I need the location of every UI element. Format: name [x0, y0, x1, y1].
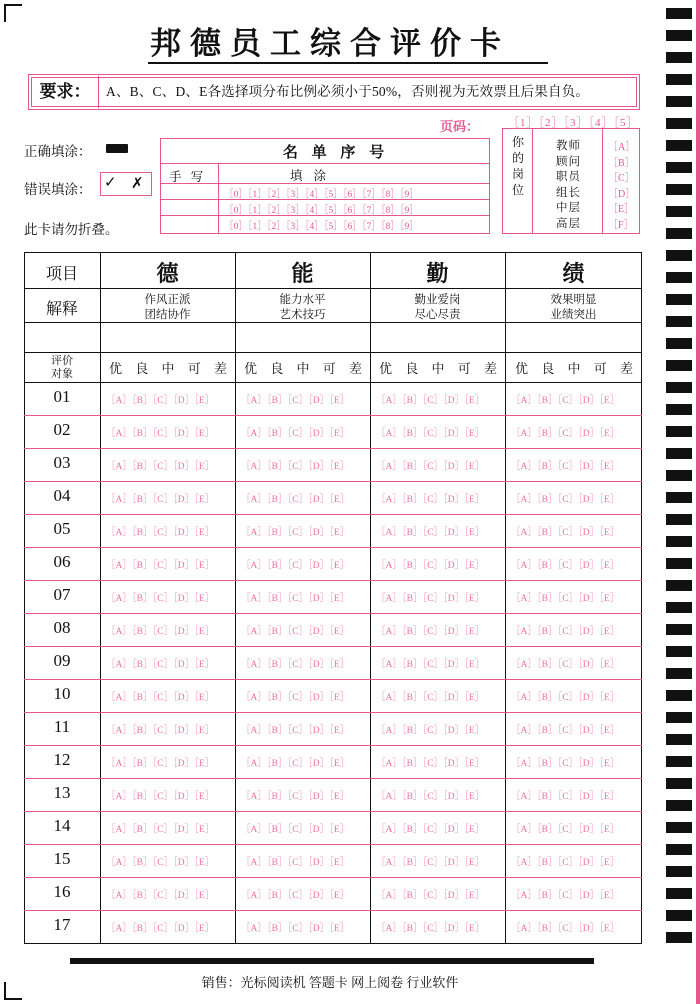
table-row-bubbles[interactable]: ［A］［B］［C］［D］［E］ — [376, 527, 485, 538]
table-row-bubbles[interactable]: ［A］［B］［C］［D］［E］ — [376, 890, 485, 901]
row-number: 17 — [53, 914, 71, 934]
timing-mark — [666, 162, 692, 173]
row-number: 08 — [53, 617, 71, 637]
timing-mark — [666, 778, 692, 789]
table-row-bubbles[interactable]: ［A］［B］［C］［D］［E］ — [106, 593, 215, 604]
table-row-bubbles[interactable]: ［A］［B］［C］［D］［E］ — [376, 395, 485, 406]
table-row-bubbles[interactable]: ［A］［B］［C］［D］［E］ — [106, 890, 215, 901]
table-row-bubbles[interactable]: ［A］［B］［C］［D］［E］ — [106, 692, 215, 703]
table-row-bubbles[interactable]: ［A］［B］［C］［D］［E］ — [241, 461, 350, 472]
table-row-bubbles[interactable]: ［A］［B］［C］［D］［E］ — [376, 428, 485, 439]
row-number: 15 — [53, 848, 71, 868]
handwrite-label: 手 写 — [169, 170, 207, 184]
timing-mark — [666, 712, 692, 723]
category-explain: 能力水平 艺术技巧 — [279, 294, 326, 321]
grid-label-explain: 解释 — [45, 301, 78, 318]
timing-mark — [666, 140, 692, 151]
timing-mark — [666, 470, 692, 481]
timing-mark — [666, 426, 692, 437]
timing-mark — [666, 690, 692, 701]
table-row-bubbles[interactable]: ［A］［B］［C］［D］［E］ — [241, 824, 350, 835]
instruction-no-fold-label: 此卡请勿折叠。 — [24, 222, 119, 237]
position-item-code[interactable]: ［C］ — [608, 173, 635, 184]
timing-mark — [666, 602, 692, 613]
table-row-bubbles[interactable]: ［A］［B］［C］［D］［E］ — [106, 428, 215, 439]
position-item-code[interactable]: ［E］ — [608, 204, 635, 215]
row-number: 13 — [53, 782, 71, 802]
table-row-bubbles[interactable]: ［A］［B］［C］［D］［E］ — [376, 494, 485, 505]
timing-mark — [666, 932, 692, 943]
table-row-bubbles[interactable]: ［A］［B］［C］［D］［E］ — [376, 923, 485, 934]
category-name: 能 — [291, 261, 314, 286]
row-number: 05 — [53, 518, 71, 538]
table-row-bubbles[interactable]: ［A］［B］［C］［D］［E］ — [511, 725, 620, 736]
page-edge-stripe — [696, 0, 700, 1004]
table-row-bubbles[interactable]: ［A］［B］［C］［D］［E］ — [241, 428, 350, 439]
category-name: 勤 — [426, 261, 449, 286]
table-row-bubbles[interactable]: ［A］［B］［C］［D］［E］ — [241, 560, 350, 571]
table-row-bubbles[interactable]: ［A］［B］［C］［D］［E］ — [376, 824, 485, 835]
table-row-bubbles[interactable]: ［A］［B］［C］［D］［E］ — [511, 626, 620, 637]
timing-mark — [666, 316, 692, 327]
table-row-bubbles[interactable]: ［A］［B］［C］［D］［E］ — [241, 791, 350, 802]
timing-mark — [666, 668, 692, 679]
position-item-name: 中层 — [556, 202, 581, 214]
table-row-bubbles[interactable]: ［A］［B］［C］［D］［E］ — [376, 593, 485, 604]
row-number: 12 — [53, 749, 71, 769]
timing-mark — [666, 866, 692, 877]
timing-mark — [666, 888, 692, 899]
table-row-bubbles[interactable]: ［A］［B］［C］［D］［E］ — [241, 692, 350, 703]
footer-bar — [70, 958, 594, 964]
row-number: 09 — [53, 650, 71, 670]
position-item-code[interactable]: ［D］ — [608, 188, 636, 200]
table-row-bubbles[interactable]: ［A］［B］［C］［D］［E］ — [376, 461, 485, 472]
table-row-bubbles[interactable]: ［A］［B］［C］［D］［E］ — [241, 593, 350, 604]
table-row-bubbles[interactable]: ［A］［B］［C］［D］［E］ — [511, 395, 620, 406]
timing-mark — [666, 910, 692, 921]
fill-label: 填 涂 — [290, 169, 331, 183]
table-row-bubbles[interactable]: ［A］［B］［C］［D］［E］ — [241, 725, 350, 736]
grid-label-target: 评价 对象 — [51, 355, 73, 380]
requirement-divider — [98, 76, 99, 108]
timing-mark — [666, 118, 692, 129]
timing-mark — [666, 624, 692, 635]
serial-bubble-row[interactable]: ［0］［1］［2］［3］［4］［5］［6］［7］［8］［9］ — [224, 222, 419, 232]
timing-mark — [666, 536, 692, 547]
requirement-label: 要求： — [39, 82, 91, 101]
timing-mark — [666, 30, 692, 41]
table-row-bubbles[interactable]: ［A］［B］［C］［D］［E］ — [106, 659, 215, 670]
position-item-name: 顾问 — [556, 155, 581, 168]
timing-mark — [666, 360, 692, 371]
table-row-bubbles[interactable]: ［A］［B］［C］［D］［E］ — [376, 758, 485, 769]
name-serial-title: 名 单 序 号 — [282, 145, 390, 161]
table-row-bubbles[interactable]: ［A］［B］［C］［D］［E］ — [106, 461, 215, 472]
timing-mark — [666, 756, 692, 767]
serial-bubble-row[interactable]: ［0］［1］［2］［3］［4］［5］［6］［7］［8］［9］ — [224, 190, 419, 200]
timing-mark — [666, 822, 692, 833]
table-row-bubbles[interactable]: ［A］［B］［C］［D］［E］ — [511, 857, 620, 868]
timing-mark — [666, 52, 692, 63]
row-number: 11 — [53, 716, 71, 736]
row-number: 10 — [53, 683, 71, 703]
table-row-bubbles[interactable]: ［A］［B］［C］［D］［E］ — [241, 857, 350, 868]
table-row-bubbles[interactable]: ［A］［B］［C］［D］［E］ — [241, 395, 350, 406]
timing-mark — [666, 580, 692, 591]
checkmark-icon: ✓ — [104, 175, 117, 191]
timing-mark — [666, 184, 692, 195]
position-item-name: 职员 — [556, 171, 581, 183]
table-row-bubbles[interactable]: ［A］［B］［C］［D］［E］ — [241, 626, 350, 637]
row-number: 01 — [53, 386, 71, 406]
timing-mark — [666, 228, 692, 239]
timing-mark — [666, 74, 692, 85]
table-row-bubbles[interactable]: ［A］［B］［C］［D］［E］ — [241, 923, 350, 934]
table-row-bubbles[interactable]: ［A］［B］［C］［D］［E］ — [511, 428, 620, 439]
grid-label-item: 项目 — [45, 266, 78, 283]
table-row-bubbles[interactable]: ［A］［B］［C］［D］［E］ — [241, 758, 350, 769]
table-row-bubbles[interactable]: ［A］［B］［C］［D］［E］ — [106, 395, 215, 406]
table-row-bubbles[interactable]: ［A］［B］［C］［D］［E］ — [511, 791, 620, 802]
row-number: 04 — [53, 485, 71, 505]
timing-mark — [666, 448, 692, 459]
table-row-bubbles[interactable]: ［A］［B］［C］［D］［E］ — [106, 824, 215, 835]
title-underline — [148, 62, 548, 64]
instruction-wrong-fill-label: 错误填涂： — [24, 182, 92, 197]
serial-bubble-row[interactable]: ［0］［1］［2］［3］［4］［5］［6］［7］［8］［9］ — [224, 206, 419, 216]
table-row-bubbles[interactable]: ［A］［B］［C］［D］［E］ — [106, 494, 215, 505]
position-label: 你 的 岗 位 — [511, 135, 524, 197]
page-number-bubbles[interactable]: ［1］［2］［3］［4］［5］ — [508, 117, 639, 129]
timing-mark — [666, 338, 692, 349]
row-number: 02 — [53, 419, 71, 439]
position-item-code[interactable]: ［B］ — [608, 157, 635, 169]
table-row-bubbles[interactable]: ［A］［B］［C］［D］［E］ — [511, 824, 620, 835]
timing-mark — [666, 558, 692, 569]
cross-icon: ✗ — [131, 176, 144, 192]
timing-mark — [666, 272, 692, 283]
table-row-bubbles[interactable]: ［A］［B］［C］［D］［E］ — [511, 692, 620, 703]
timing-mark — [666, 206, 692, 217]
position-item-code[interactable]: ［A］ — [608, 142, 636, 153]
table-row-bubbles[interactable]: ［A］［B］［C］［D］［E］ — [511, 659, 620, 670]
table-row-bubbles[interactable]: ［A］［B］［C］［D］［E］ — [106, 725, 215, 736]
footer-text: 销售：光标阅读机 答题卡 网上阅卷 行业软件 — [201, 975, 459, 990]
table-row-bubbles[interactable]: ［A］［B］［C］［D］［E］ — [511, 890, 620, 901]
table-row-bubbles[interactable]: ［A］［B］［C］［D］［E］ — [106, 791, 215, 802]
timing-mark — [666, 294, 692, 305]
rating-scale: 优 良 中 可 差 — [108, 361, 232, 376]
position-item-code[interactable]: ［F］ — [608, 219, 634, 231]
row-number: 07 — [53, 584, 71, 604]
table-row-bubbles[interactable]: ［A］［B］［C］［D］［E］ — [376, 857, 485, 868]
category-name: 德 — [156, 261, 179, 286]
table-row-bubbles[interactable]: ［A］［B］［C］［D］［E］ — [241, 494, 350, 505]
table-row-bubbles[interactable]: ［A］［B］［C］［D］［E］ — [106, 857, 215, 868]
table-row-bubbles[interactable]: ［A］［B］［C］［D］［E］ — [511, 527, 620, 538]
requirement-text: A、B、C、D、E各选择项分布比例必须小于50%，否则视为无效票且后果自负。 — [106, 84, 590, 99]
position-item-name: 高层 — [556, 217, 581, 230]
category-explain: 效果明显 业绩突出 — [550, 294, 597, 321]
table-row-bubbles[interactable]: ［A］［B］［C］［D］［E］ — [511, 461, 620, 472]
instruction-correct-fill-label: 正确填涂： — [24, 144, 92, 159]
page-title: 邦德员工综合评价卡 — [150, 26, 510, 61]
table-row-bubbles[interactable]: ［A］［B］［C］［D］［E］ — [511, 758, 620, 769]
rating-scale: 优 良 中 可 差 — [378, 361, 502, 376]
timing-mark — [666, 382, 692, 393]
table-row-bubbles[interactable]: ［A］［B］［C］［D］［E］ — [376, 791, 485, 802]
row-number: 14 — [53, 815, 71, 835]
table-row-bubbles[interactable]: ［A］［B］［C］［D］［E］ — [106, 527, 215, 538]
category-name: 绩 — [562, 261, 585, 286]
timing-mark — [666, 844, 692, 855]
table-row-bubbles[interactable]: ［A］［B］［C］［D］［E］ — [511, 560, 620, 571]
table-row-bubbles[interactable]: ［A］［B］［C］［D］［E］ — [376, 659, 485, 670]
timing-mark — [666, 492, 692, 503]
table-row-bubbles[interactable]: ［A］［B］［C］［D］［E］ — [106, 626, 215, 637]
category-explain: 作风正派 团结协作 — [144, 294, 191, 321]
table-row-bubbles[interactable]: ［A］［B］［C］［D］［E］ — [376, 626, 485, 637]
timing-mark — [666, 646, 692, 657]
timing-mark — [666, 250, 692, 261]
table-row-bubbles[interactable]: ［A］［B］［C］［D］［E］ — [106, 560, 215, 571]
rating-scale: 优 良 中 可 差 — [243, 361, 367, 376]
table-row-bubbles[interactable]: ［A］［B］［C］［D］［E］ — [511, 923, 620, 934]
table-row-bubbles[interactable]: ［A］［B］［C］［D］［E］ — [106, 923, 215, 934]
table-row-bubbles[interactable]: ［A］［B］［C］［D］［E］ — [376, 725, 485, 736]
timing-mark — [666, 96, 692, 107]
wrong-fill-examples-box — [100, 172, 152, 196]
table-row-bubbles[interactable]: ［A］［B］［C］［D］［E］ — [511, 593, 620, 604]
table-row-bubbles[interactable]: ［A］［B］［C］［D］［E］ — [241, 527, 350, 538]
timing-mark — [666, 514, 692, 525]
timing-mark — [666, 404, 692, 415]
table-row-bubbles[interactable]: ［A］［B］［C］［D］［E］ — [106, 758, 215, 769]
position-item-name: 教师 — [556, 140, 581, 152]
timing-mark — [666, 800, 692, 811]
position-item-name: 组长 — [556, 186, 581, 199]
row-number: 06 — [53, 551, 71, 571]
table-row-bubbles[interactable]: ［A］［B］［C］［D］［E］ — [241, 659, 350, 670]
timing-marks-column — [666, 8, 692, 956]
table-row-bubbles[interactable]: ［A］［B］［C］［D］［E］ — [376, 560, 485, 571]
rating-scale: 优 良 中 可 差 — [514, 361, 638, 376]
table-row-bubbles[interactable]: ［A］［B］［C］［D］［E］ — [511, 494, 620, 505]
timing-mark — [666, 734, 692, 745]
filled-bar-icon — [106, 144, 128, 153]
table-row-bubbles[interactable]: ［A］［B］［C］［D］［E］ — [241, 890, 350, 901]
category-explain: 勤业爱岗 尽心尽责 — [414, 294, 461, 321]
row-number: 03 — [53, 452, 71, 472]
row-number: 16 — [53, 881, 71, 901]
timing-mark — [666, 8, 692, 19]
table-row-bubbles[interactable]: ［A］［B］［C］［D］［E］ — [376, 692, 485, 703]
page-number-label: 页码： — [440, 119, 480, 134]
